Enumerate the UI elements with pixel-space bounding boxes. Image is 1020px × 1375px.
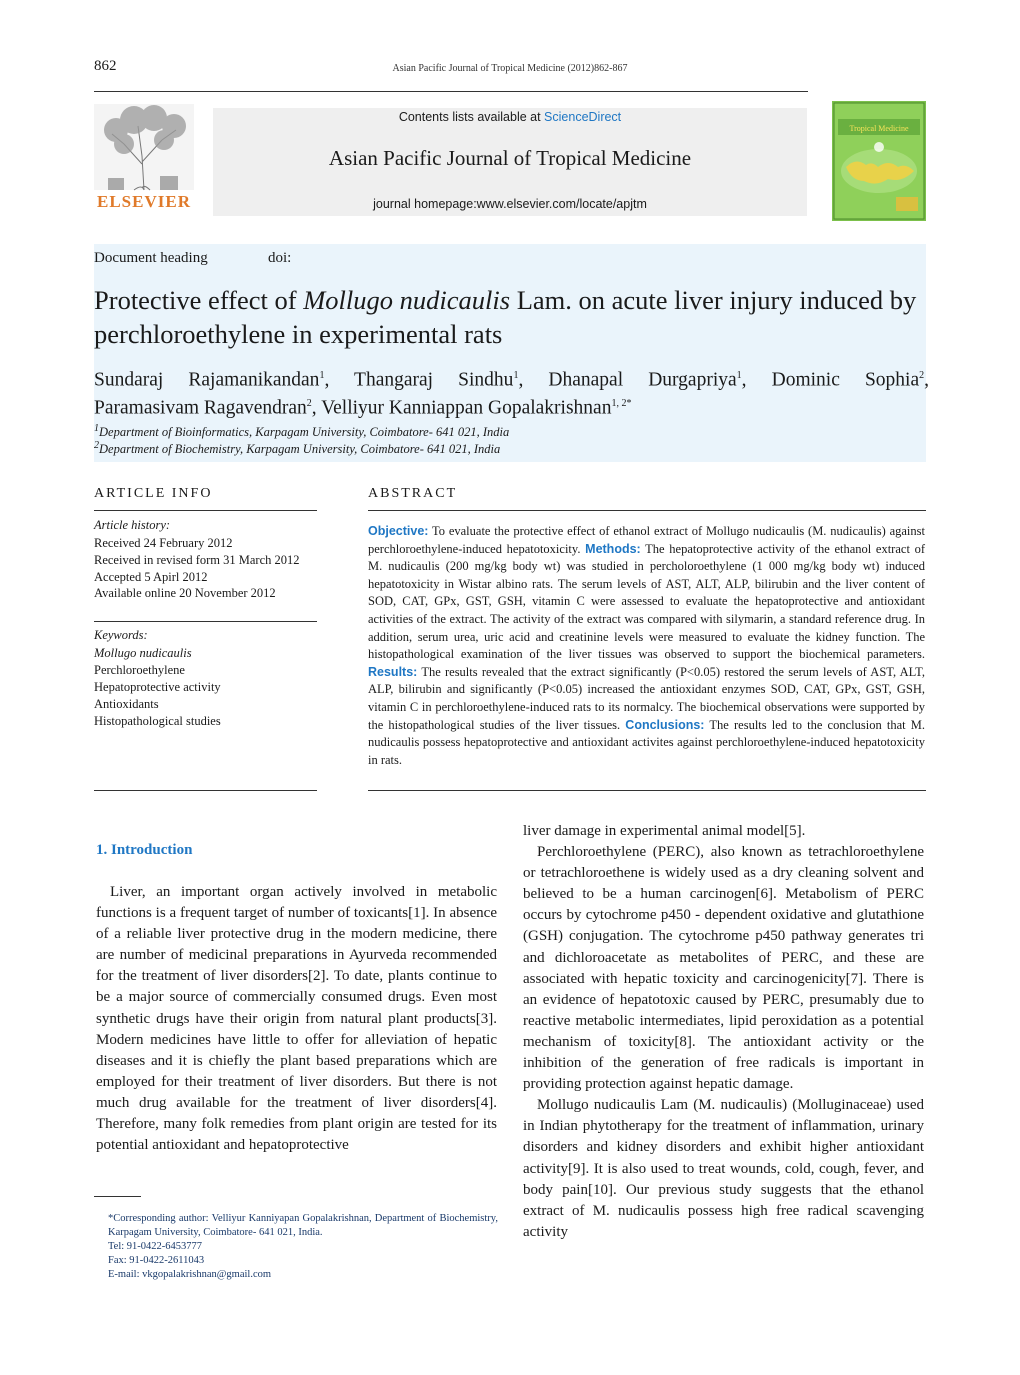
title-part-1: Protective effect of — [94, 285, 304, 315]
affiliation-1: $^1$Department of Bioinformatics, Karpagam University, Coimbatore- 641 021, India — [94, 423, 510, 440]
history-item: Received 24 February 2012 — [94, 536, 233, 550]
abstract-results: The results revealed that the extract significantly (P<0.05) restored the serum levels of AST, ALT, ALP, bilirubin and significantly (P<0.05) increased the antioxidant enzymes SOD, CAT, GPx, GST, GSH, vitamin C in perchloroethylene-induced rats to its normalcy. The biochemical observations were supported by the histopathological studies of the liver tissues. — [368, 664, 925, 732]
keyword: Mollugo nudicaulis — [94, 646, 192, 660]
author-list-line2: Paramasivam Ragavendran$^2$, Velliyur Kanniappan Gopalakrishnan$^{1, 2*}$ — [94, 397, 632, 419]
section-heading-introduction: 1. Introduction — [96, 842, 193, 858]
abstract-conclusions-label: Conclusions: — [625, 717, 705, 732]
footnote-fax: Fax: 91-0422-2611043 — [108, 1255, 205, 1266]
article-title — [94, 283, 929, 351]
abstract-methods-label: Methods: — [585, 541, 641, 556]
title-species: Mollugo nudicaulis — [303, 285, 511, 315]
corresponding-author-footnote — [94, 1212, 498, 1282]
body-paragraph: liver damage in experimental animal model[5]. — [523, 823, 806, 839]
abstract-methods: The hepatoprotective activity of the ethanol extract of M. nudicaulis (200 mg/kg body wt) was studied in percholoroethylene (1 000 mg/kg body wt) induced hepatotoxicity in Wistar albino rats. The serum levels of AST, ALT, ALP, bilirubin and the liver content of SOD, CAT, GPx, GST, GSH, vitamin C were assessed to evaluate the hepatoprotective and antioxidant activities of the extract. The activity of the extract was compared with silymarin, a standard reference drug. In addition, serum urea, uric acid and creatinine levels were measured to evaluate the kidney function. The histopathological examination of the liver tissues was observed to support the biochemical parameters. — [368, 541, 925, 662]
footnote-tel: Tel: 91-0422-6453777 — [108, 1241, 203, 1252]
divider — [94, 510, 317, 511]
author: Dhanapal Durgapriya — [548, 369, 737, 391]
abstract-objective: To evaluate the protective effect of ethanol extract of Mollugo nudicaulis (M. nudicaulis) against perchloroethylene-induced hepatotoxicity. — [368, 524, 925, 556]
title-part-2: Lam. on acute liver injury induced by perchloroethylene in experimental rats — [94, 285, 917, 349]
divider — [94, 790, 317, 791]
divider — [94, 621, 317, 622]
body-column-left — [96, 882, 497, 1156]
footnote-corresponding: *Corresponding author: Velliyur Kanniyapan Gopalakrishnan, Department of Biochemistry, Karpagam University, Coimbatore- 641 021, India. — [108, 1213, 498, 1238]
keywords-label: Keywords: — [94, 628, 148, 642]
header-rule — [94, 91, 808, 92]
author-list-line1: Sundaraj Rajamanikandan$^1$, Thangaraj Sindhu$^1$, Dhanapal Durgapriya$^1$, Dominic Sophia$^2$, — [94, 369, 929, 391]
body-paragraph: Mollugo nudicaulis Lam (M. nudicaulis) (Molluginaceae) used in Indian phytotherapy for the treatment of inflammation, urinary disorders and kidney disorders and exhibit higher antioxidant activity[9]. It is also used to treat wounds, cold, cough, fever, and body pain[10]. Our previous study suggests that the ethanol extract of M. nudicaulis possess high free radical scavenging activity — [523, 1097, 924, 1240]
author: Dominic Sophia — [771, 369, 920, 391]
contents-prefix: Contents lists available at — [398, 110, 545, 124]
affiliation-2: $^2$Department of Biochemistry, Karpagam University, Coimbatore- 641 021, India — [94, 440, 501, 457]
keyword: Histopathological studies — [94, 714, 221, 728]
history-item: Accepted 5 Apirl 2012 — [94, 569, 208, 584]
page-number: 862 — [94, 58, 117, 74]
document-heading: Document heading — [94, 250, 208, 266]
history-item: Available online 20 November 2012 — [94, 586, 276, 601]
author: Paramasivam Ragavendran — [94, 397, 307, 419]
history-item: Received in revised form 31 March 2012 — [94, 552, 300, 567]
author: Velliyur Kanniappan Gopalakrishnan — [321, 397, 612, 419]
abstract-results-label: Results: — [368, 664, 418, 679]
cover-title: Tropical Medicine — [849, 124, 909, 133]
keyword: Hepatoprotective activity — [94, 680, 221, 694]
doi-label: doi: — [268, 250, 292, 266]
body-paragraph: Perchloroethylene (PERC), also known as tetrachloroethylene or tetrachloroethene is widely used as a dry cleaning solvent and believed to be a human carcinogen[6]. Metabolism of PERC occurs by cytochrome p450 - dependent oxidative and glutathione (GSH) conjugation. The cytochrome p450 pathway generates tri and dichloroacetate as metabolites of PERC, and these are associated with hepatic toxicity and carcinogenicity[7]. There is an evidence of hepatotoxic caused by PERC, presumably due to reactive metabolic intermediates, lipid peroxidation as a potential mechanism of toxicity[8]. The antioxidant activity or the inhibition of the generation of free radicals is important in providing protection against hepatic damage. — [523, 844, 924, 1093]
abstract-objective-label: Objective: — [368, 524, 429, 538]
abstract-body — [368, 523, 925, 769]
footnote-rule — [94, 1196, 141, 1197]
article-history — [94, 535, 300, 602]
sciencedirect-link[interactable]: ScienceDirect — [544, 110, 622, 124]
keyword: Perchloroethylene — [94, 663, 185, 677]
divider — [368, 790, 926, 791]
contents-available-line — [213, 110, 807, 124]
publisher-wordmark: ELSEVIER — [97, 192, 191, 211]
body-column-right — [523, 821, 924, 1243]
divider — [368, 510, 926, 511]
running-head: Asian Pacific Journal of Tropical Medicine (2012)862-867 — [392, 63, 628, 74]
article-info-heading: ARTICLE INFO — [94, 486, 213, 501]
author: Sundaraj Rajamanikandan — [94, 369, 320, 391]
footnote-email[interactable]: E-mail: vkgopalakrishnan@gmail.com — [108, 1269, 272, 1280]
keyword: Antioxidants — [94, 697, 159, 711]
author: Thangaraj Sindhu — [354, 369, 514, 391]
journal-homepage-link[interactable]: journal homepage:www.elsevier.com/locate/apjtm — [373, 197, 647, 211]
body-paragraph: Liver, an important organ actively involved in metabolic functions is a frequent target of number of toxicants[1]. In absence of a reliable liver protective drug in the modern medicine, there are number of medicinal preparations in Ayurveda recommended for the treatment of liver disorders[2]. To date, plants continue to be a major source of commercially consumed drugs. Even most synthetic drugs have their origin from natural plant products[3]. Modern medicines have little to offer for alleviation of hepatic diseases and it is chiefly the plant based preparations which are employed for their treatment of liver disorders. But there is not much drug available for the treatment of liver disorders[4]. Therefore, many folk remedies from plant origin are tested for its potential antioxidant and hepatoprotective — [96, 884, 497, 1154]
abstract-conclusions: The results led to the conclusion that M. nudicaulis possess hepatoprotective and antioxidant activites against perchloroethylene-induced hepatotoxicity in rats. — [368, 717, 926, 767]
article-history-label: Article history: — [94, 518, 171, 532]
journal-cover-image — [832, 101, 926, 221]
journal-name: Asian Pacific Journal of Tropical Medicine — [328, 146, 692, 170]
abstract-heading: ABSTRACT — [368, 486, 458, 501]
keywords-list — [94, 645, 221, 730]
